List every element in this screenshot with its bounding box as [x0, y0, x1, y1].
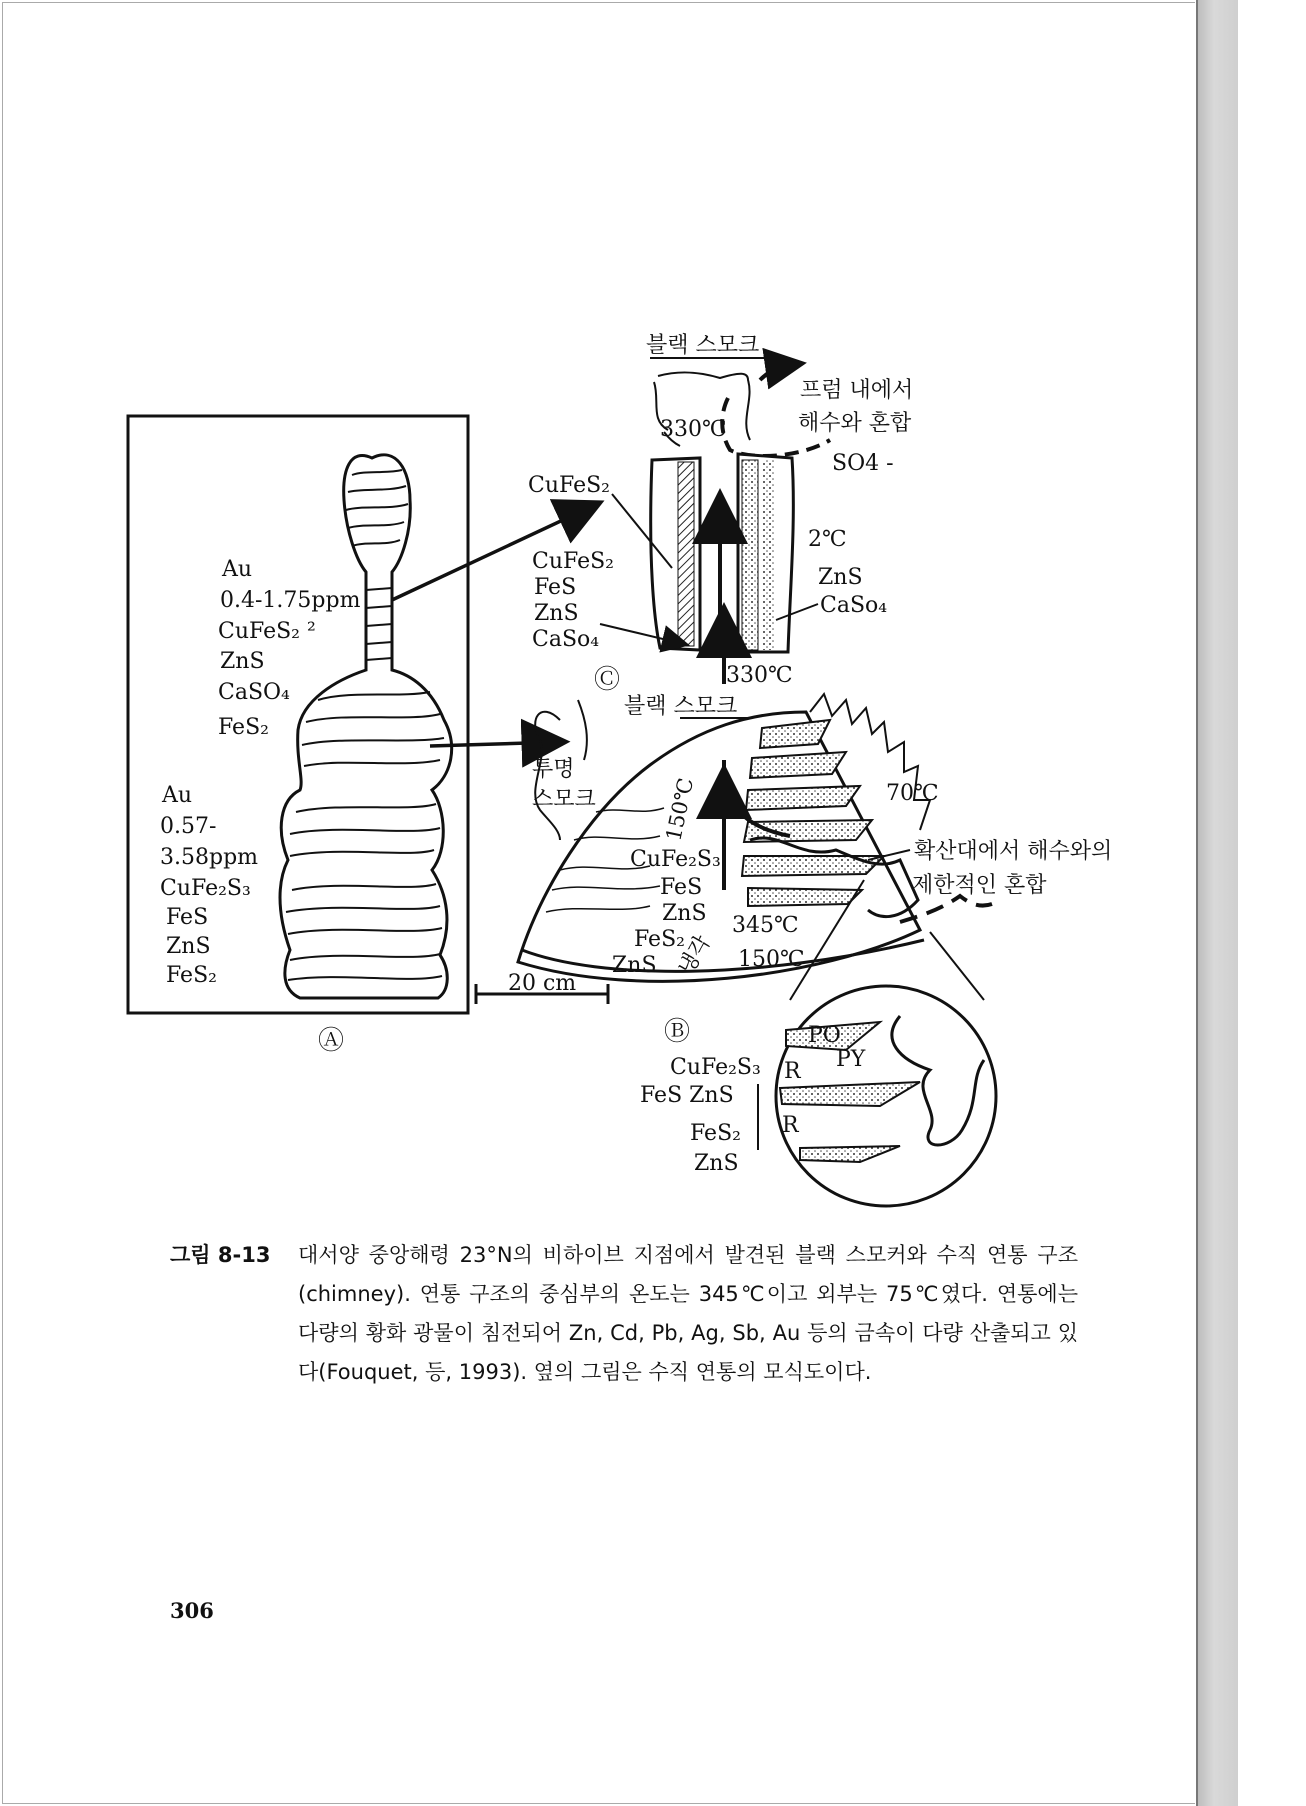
right-mineral: CaSo₄ — [820, 593, 888, 618]
inset-left-label: FeS ZnS — [640, 1083, 734, 1108]
panel-c — [528, 333, 913, 695]
panel-b-black-smoke: 블랙 스모크 — [624, 694, 738, 719]
inset-left-label: CuFe₂S₃ — [670, 1055, 761, 1080]
panel-b-mineral: ZnS — [662, 901, 707, 926]
panel-a-lower-assay — [160, 783, 258, 988]
right-mineral: ZnS — [818, 565, 863, 590]
upper-assay-line: CuFeS₂ ² — [218, 619, 316, 644]
left-mineral: FeS — [534, 575, 577, 600]
panel-b-mineral: ZnS — [612, 953, 657, 978]
panel-c-temp-top: 330℃ — [660, 417, 727, 442]
lower-assay-line: ZnS — [166, 934, 211, 959]
panel-a-label: Ⓐ — [318, 1026, 345, 1056]
inset-r2: R — [782, 1113, 799, 1138]
panel-b-label: Ⓑ — [664, 1017, 691, 1047]
lower-assay-line: Au — [162, 783, 193, 808]
panel-c-temp-outer: 2℃ — [808, 527, 847, 552]
diffusion-line-1: 확산대에서 해수와의 — [914, 839, 1113, 864]
lower-assay-line: FeS — [166, 905, 209, 930]
sulfate-label: SO4 - — [832, 451, 894, 476]
temp-345-label: 345℃ — [732, 913, 799, 938]
plume-mix-line-1: 프럼 내에서 — [800, 378, 914, 403]
caption-text: 대서양 중앙해령 23°N의 비하이브 지점에서 발견된 블랙 스모커와 수직 연통 구조(chimney). 연통 구조의 중심부의 온도는 345℃이고 외부는 75℃였다. 연통에는 다량의 황화 광물이 침전되어 Zn, Cd, Pb, Ag, Sb, Au 등의 금속이 다량 산출되고 있다(Fouquet, 등, 1993). 옆의 그림은 수직 연통의 모식도이다. — [298, 1243, 1078, 1384]
upper-assay-line: Au — [222, 557, 253, 582]
lower-assay-line: FeS₂ — [166, 963, 217, 988]
upper-assay-line: FeS₂ — [218, 715, 269, 740]
scale-label: 20 cm — [508, 971, 577, 996]
left-mineral: CaSo₄ — [532, 627, 600, 652]
cooling-label: 냉각 — [673, 931, 715, 979]
page-number: 306 — [170, 1598, 214, 1623]
inset-left-label: FeS₂ — [690, 1121, 741, 1146]
panel-c-label: Ⓒ — [594, 665, 621, 695]
clear-smoke-line-1: 투명 — [532, 757, 575, 782]
lower-assay-line: 3.58ppm — [160, 845, 259, 870]
panel-b-mineral: FeS₂ — [634, 927, 685, 952]
left-mineral: CuFeS₂ — [532, 549, 614, 574]
panel-a-chimney — [280, 455, 452, 998]
panel-b-mineral: CuFe₂S₃ — [630, 847, 721, 872]
inset-left-label: ZnS — [694, 1151, 739, 1176]
panel-c-temp-bottom: 330℃ — [726, 663, 793, 688]
panel-c-right-minerals — [818, 565, 887, 618]
lower-assay-line: CuFe₂S₃ — [160, 876, 251, 901]
upper-assay-line: ZnS — [220, 649, 265, 674]
panel-c-black-smoke: 블랙 스모크 — [646, 333, 760, 358]
clear-smoke-line-2: 스모크 — [532, 787, 596, 812]
panel-c-left-minerals — [532, 549, 614, 652]
temp-70-label: 70℃ — [886, 781, 939, 806]
panel-c-inner-label: CuFeS₂ — [528, 473, 610, 498]
inset-left-labels — [640, 1055, 761, 1176]
inset-r1: R — [784, 1059, 801, 1084]
upper-assay-line: 0.4-1.75ppm — [220, 588, 361, 613]
caption-label: 그림 8-13 — [170, 1243, 271, 1267]
inset-py: PY — [836, 1047, 866, 1072]
panel-b-mineral: FeS — [660, 875, 703, 900]
upper-assay-line: CaSO₄ — [218, 680, 290, 705]
plume-mix-line-2: 해수와 혼합 — [798, 411, 912, 436]
temp-150-vertical: 150℃ — [661, 775, 699, 844]
inset-po: PO — [808, 1023, 841, 1048]
diffusion-line-2: 제한적인 혼합 — [912, 873, 1047, 898]
lower-assay-line: 0.57- — [160, 814, 217, 839]
temp-150-label: 150℃ — [738, 947, 805, 972]
left-mineral: ZnS — [534, 601, 579, 626]
